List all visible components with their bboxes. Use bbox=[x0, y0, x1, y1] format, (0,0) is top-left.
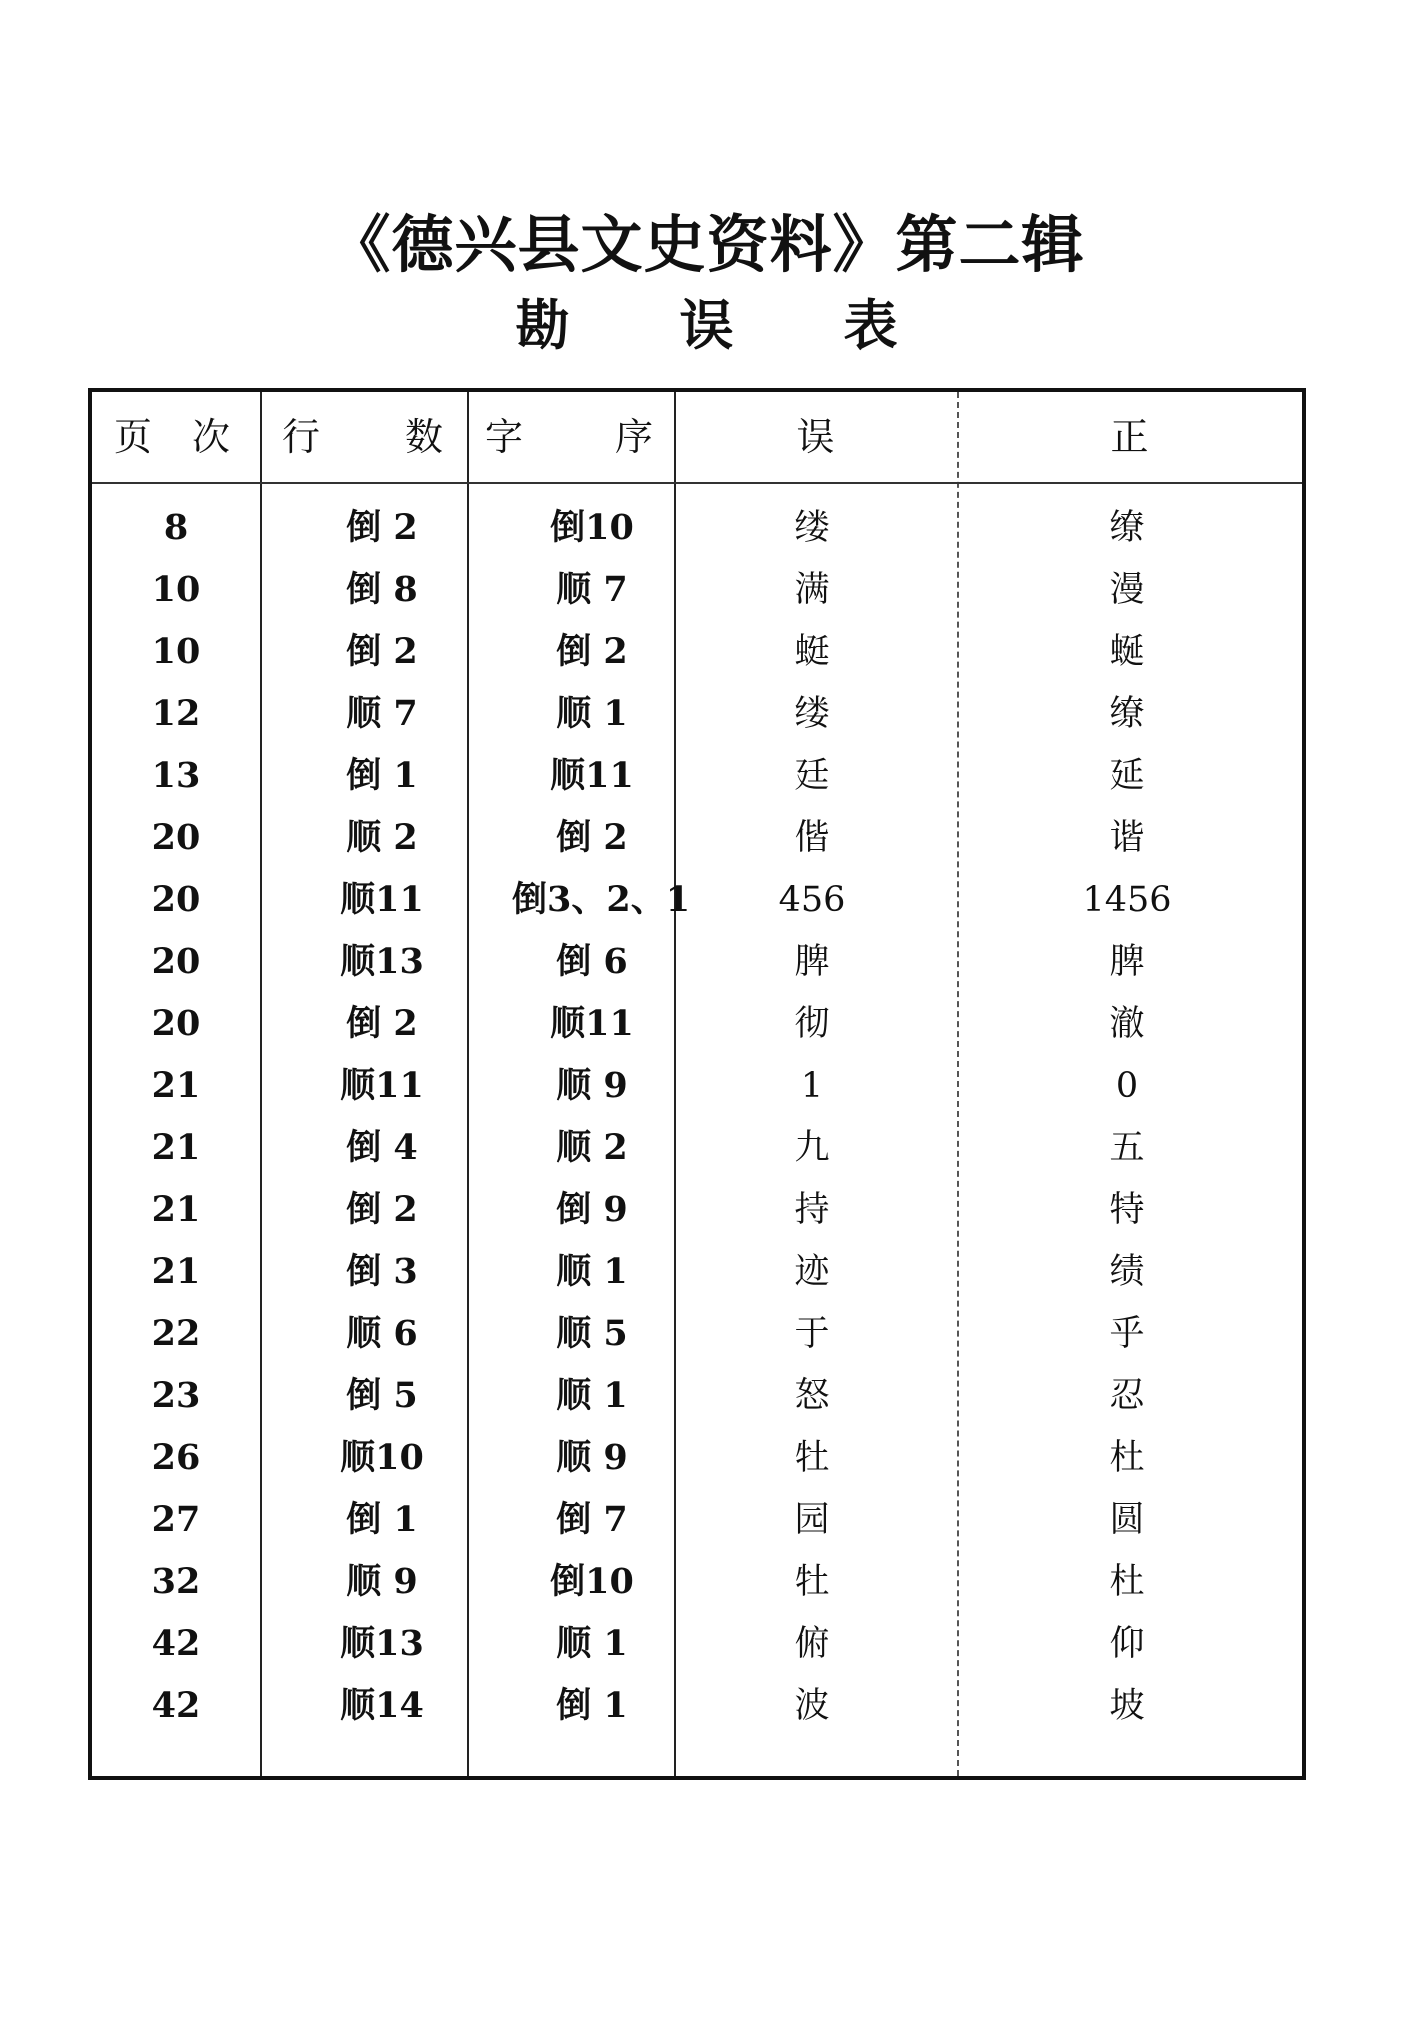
char-cell: 顺 1 bbox=[556, 693, 628, 734]
page-cell: 27 bbox=[151, 1499, 201, 1540]
wrong-cell: 迹 bbox=[794, 1252, 830, 1292]
line-cell: 顺 9 bbox=[346, 1561, 418, 1602]
right-cell: 仰 bbox=[1109, 1624, 1145, 1664]
page-cell: 21 bbox=[151, 1065, 201, 1106]
page-cell: 13 bbox=[151, 755, 201, 796]
page-cell: 20 bbox=[151, 879, 201, 920]
char-cell: 顺 1 bbox=[556, 1375, 628, 1416]
line-cell: 顺10 bbox=[340, 1437, 424, 1478]
page-cell: 10 bbox=[151, 569, 201, 610]
char-cell: 倒 2 bbox=[556, 817, 628, 858]
header-line-char-1: 行 bbox=[282, 415, 321, 459]
wrong-cell: 九 bbox=[794, 1128, 830, 1168]
right-cell: 忍 bbox=[1109, 1376, 1145, 1416]
char-cell: 顺 1 bbox=[556, 1251, 628, 1292]
line-cell: 顺14 bbox=[340, 1685, 424, 1726]
wrong-cell: 456 bbox=[778, 880, 846, 920]
table-row bbox=[92, 1055, 1302, 1117]
wrong-cell: 彻 bbox=[794, 1004, 830, 1044]
char-cell: 倒10 bbox=[550, 1561, 634, 1602]
wrong-cell: 1 bbox=[800, 1066, 824, 1106]
header-char-char-1: 字 bbox=[485, 415, 524, 459]
table-header bbox=[92, 392, 1302, 482]
char-cell: 顺 5 bbox=[556, 1313, 628, 1354]
header-right-label: 正 bbox=[1110, 415, 1149, 459]
line-cell: 顺 7 bbox=[346, 693, 418, 734]
header-wrong bbox=[674, 392, 957, 482]
char-cell: 倒 7 bbox=[556, 1499, 628, 1540]
table-row bbox=[92, 807, 1302, 869]
table-body bbox=[92, 497, 1302, 1737]
wrong-cell: 偕 bbox=[794, 818, 830, 858]
char-cell: 倒10 bbox=[550, 507, 634, 548]
page-cell: 32 bbox=[151, 1561, 201, 1602]
table-row bbox=[92, 1489, 1302, 1551]
table-row bbox=[92, 683, 1302, 745]
page-title: 《德兴县文史资料》第二辑 bbox=[328, 208, 1085, 281]
line-cell: 倒 2 bbox=[346, 1189, 418, 1230]
wrong-cell: 满 bbox=[794, 570, 830, 610]
page-cell: 42 bbox=[151, 1623, 201, 1664]
right-cell: 五 bbox=[1109, 1128, 1145, 1168]
line-cell: 顺11 bbox=[340, 879, 424, 920]
char-cell: 倒 1 bbox=[556, 1685, 628, 1726]
right-cell: 乎 bbox=[1109, 1314, 1145, 1354]
page-cell: 23 bbox=[151, 1375, 201, 1416]
header-line bbox=[260, 392, 467, 482]
line-cell: 顺11 bbox=[340, 1065, 424, 1106]
wrong-cell: 缕 bbox=[794, 694, 830, 734]
header-line-char-2: 数 bbox=[405, 415, 444, 459]
line-cell: 倒 4 bbox=[346, 1127, 418, 1168]
wrong-cell: 牡 bbox=[794, 1562, 830, 1602]
wrong-cell: 俯 bbox=[794, 1624, 830, 1664]
right-cell: 谐 bbox=[1109, 818, 1145, 858]
table-row bbox=[92, 559, 1302, 621]
header-page-char-2: 次 bbox=[192, 415, 231, 459]
wrong-cell: 缕 bbox=[794, 508, 830, 548]
erratum-table bbox=[88, 388, 1306, 1780]
line-cell: 倒 1 bbox=[346, 1499, 418, 1540]
char-cell: 顺 2 bbox=[556, 1127, 628, 1168]
page-cell: 20 bbox=[151, 1003, 201, 1044]
line-cell: 倒 5 bbox=[346, 1375, 418, 1416]
header-char-char-2: 序 bbox=[615, 415, 654, 459]
table-row bbox=[92, 1613, 1302, 1675]
char-cell: 顺11 bbox=[550, 755, 634, 796]
line-cell: 倒 1 bbox=[346, 755, 418, 796]
wrong-cell: 园 bbox=[794, 1500, 830, 1540]
char-cell: 顺11 bbox=[550, 1003, 634, 1044]
char-cell: 顺 9 bbox=[556, 1065, 628, 1106]
right-cell: 蜒 bbox=[1109, 632, 1145, 672]
header-char bbox=[467, 392, 674, 482]
line-cell: 顺13 bbox=[340, 1623, 424, 1664]
table-row bbox=[92, 931, 1302, 993]
page-cell: 10 bbox=[151, 631, 201, 672]
table-row bbox=[92, 1365, 1302, 1427]
line-cell: 顺 2 bbox=[346, 817, 418, 858]
table-row bbox=[92, 621, 1302, 683]
page-cell: 22 bbox=[151, 1313, 201, 1354]
table-row bbox=[92, 1303, 1302, 1365]
page-cell: 42 bbox=[151, 1685, 201, 1726]
table-row bbox=[92, 1117, 1302, 1179]
page-cell: 12 bbox=[151, 693, 201, 734]
table-row bbox=[92, 1427, 1302, 1489]
right-cell: 特 bbox=[1109, 1190, 1145, 1230]
table-row bbox=[92, 497, 1302, 559]
table-row bbox=[92, 745, 1302, 807]
right-cell: 缭 bbox=[1109, 508, 1145, 548]
line-cell: 顺 6 bbox=[346, 1313, 418, 1354]
char-cell: 顺 7 bbox=[556, 569, 628, 610]
right-cell: 漫 bbox=[1109, 570, 1145, 610]
table-row bbox=[92, 869, 1302, 931]
right-cell: 脾 bbox=[1109, 942, 1145, 982]
wrong-cell: 于 bbox=[794, 1314, 830, 1354]
table-row bbox=[92, 993, 1302, 1055]
wrong-cell: 脾 bbox=[794, 942, 830, 982]
char-cell: 倒3、2、1 bbox=[512, 879, 691, 920]
line-cell: 倒 2 bbox=[346, 507, 418, 548]
page-cell: 21 bbox=[151, 1251, 201, 1292]
page-cell: 26 bbox=[151, 1437, 201, 1478]
page-cell: 20 bbox=[151, 817, 201, 858]
table-row bbox=[92, 1179, 1302, 1241]
page-cell: 21 bbox=[151, 1127, 201, 1168]
right-cell: 杜 bbox=[1109, 1438, 1145, 1478]
line-cell: 倒 8 bbox=[346, 569, 418, 610]
wrong-cell: 持 bbox=[794, 1190, 830, 1230]
right-cell: 1456 bbox=[1082, 880, 1172, 920]
char-cell: 顺 9 bbox=[556, 1437, 628, 1478]
header-divider bbox=[92, 482, 1302, 484]
wrong-cell: 怒 bbox=[794, 1376, 830, 1416]
page-cell: 8 bbox=[163, 507, 189, 548]
page-cell: 20 bbox=[151, 941, 201, 982]
char-cell: 倒 9 bbox=[556, 1189, 628, 1230]
line-cell: 顺13 bbox=[340, 941, 424, 982]
right-cell: 绩 bbox=[1109, 1252, 1145, 1292]
right-cell: 0 bbox=[1115, 1066, 1139, 1106]
wrong-cell: 牡 bbox=[794, 1438, 830, 1478]
header-right bbox=[957, 392, 1302, 482]
wrong-cell: 波 bbox=[794, 1686, 830, 1726]
char-cell: 倒 2 bbox=[556, 631, 628, 672]
header-page-char-1: 页 bbox=[114, 415, 153, 459]
header-wrong-label: 误 bbox=[796, 415, 835, 459]
page-cell: 21 bbox=[151, 1189, 201, 1230]
table-row bbox=[92, 1675, 1302, 1737]
page-subtitle: 勘误表 bbox=[515, 293, 1008, 357]
line-cell: 倒 3 bbox=[346, 1251, 418, 1292]
right-cell: 圆 bbox=[1109, 1500, 1145, 1540]
wrong-cell: 蜓 bbox=[794, 632, 830, 672]
right-cell: 延 bbox=[1109, 756, 1145, 796]
table-row bbox=[92, 1551, 1302, 1613]
right-cell: 澈 bbox=[1109, 1004, 1145, 1044]
right-cell: 缭 bbox=[1109, 694, 1145, 734]
table-row bbox=[92, 1241, 1302, 1303]
line-cell: 倒 2 bbox=[346, 631, 418, 672]
char-cell: 顺 1 bbox=[556, 1623, 628, 1664]
char-cell: 倒 6 bbox=[556, 941, 628, 982]
right-cell: 坡 bbox=[1109, 1686, 1145, 1726]
line-cell: 倒 2 bbox=[346, 1003, 418, 1044]
wrong-cell: 廷 bbox=[794, 756, 830, 796]
header-page bbox=[92, 392, 260, 482]
right-cell: 杜 bbox=[1109, 1562, 1145, 1602]
